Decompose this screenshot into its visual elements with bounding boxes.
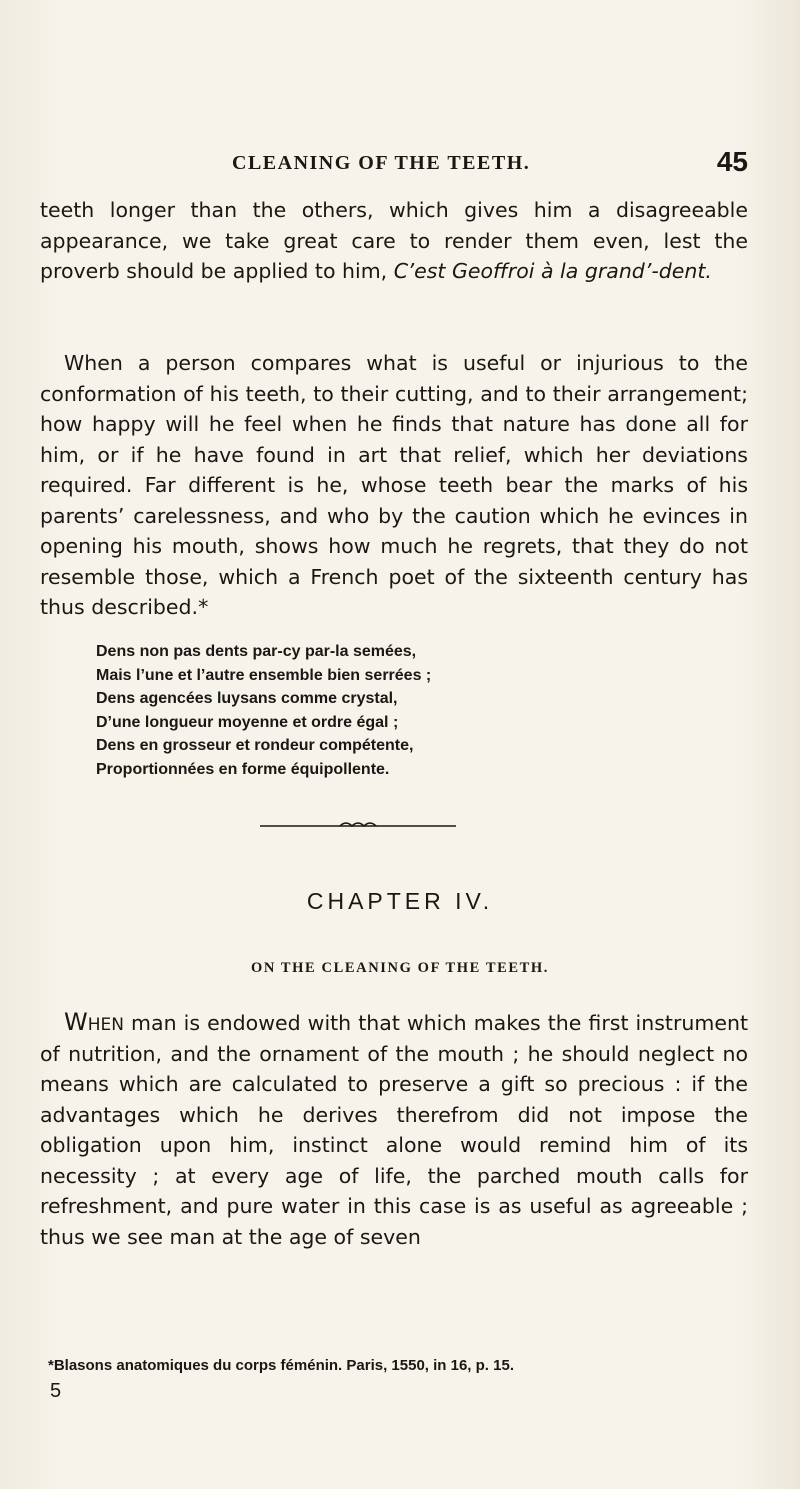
chapter-subtitle: ON THE CLEANING OF THE TEETH. <box>250 960 550 976</box>
proverb-italic: C’est Geoffroi à la grand’-dent. <box>393 259 712 283</box>
poem-line: Dens non pas dents par-cy par-la semées, <box>96 643 417 660</box>
poem-line: Dens en grosseur et rondeur compétente, <box>96 737 414 754</box>
page-header <box>140 146 748 186</box>
paragraph-3-text: man is endowed with that which makes the first instrument of nutrition, and the ornament of the mouth ; he should neglect no means which are calculated to preserve a gift so precious : if the advantages which he derives therefrom did not impose the obligation upon him, instinct alone would remind him of its necessity ; at every age of life, the parched mouth calls for refreshment, and pure water in this case is as useful as agreeable ; thus we see man at the age of seven <box>40 1011 748 1249</box>
poem-line: Proportionnées en forme équipollente. <box>96 760 390 778</box>
page-number: 45 <box>716 146 748 177</box>
poem-line: D’une longueur moyenne et ordre égal ; <box>96 713 399 731</box>
paragraph-1 <box>40 195 748 287</box>
paragraph-3 <box>40 1007 748 1252</box>
poem-quotation <box>96 640 656 781</box>
signature-mark: 5 <box>50 1380 62 1402</box>
ornament-rule <box>258 818 458 832</box>
running-title: CLEANING OF THE TEETH. <box>232 152 531 174</box>
poem-line: Mais l’une et l’autre ensemble bien serrées ; <box>96 666 432 684</box>
paragraph-1-text: teeth longer than the others, which gives him a disagreeable appearance, we take great care to render them even, lest the proverb should be applied to him, <box>40 198 748 283</box>
chapter-heading: CHAPTER IV. <box>306 888 494 914</box>
paragraph-2: When a person compares what is useful or injurious to the conformation of his teeth, to their cutting, and to their arrangement; how happy will he feel when he finds that nature has done all for him, or if he have found in art that relief, which her deviations required. Far different is he, whose teeth bear the marks of his parents’ carelessness, and who by the caution which he evinces in opening his mouth, shows how much he regrets, that they do not resemble those, which a French poet of the sixteenth century has thus described.* <box>40 351 748 619</box>
footnote: *Blasons anatomiques du corps féménin. Paris, 1550, in 16, p. 15. <box>48 1357 514 1374</box>
poem-line: Dens agencées luysans comme crystal, <box>96 690 398 707</box>
lead-word: When <box>64 1008 124 1036</box>
